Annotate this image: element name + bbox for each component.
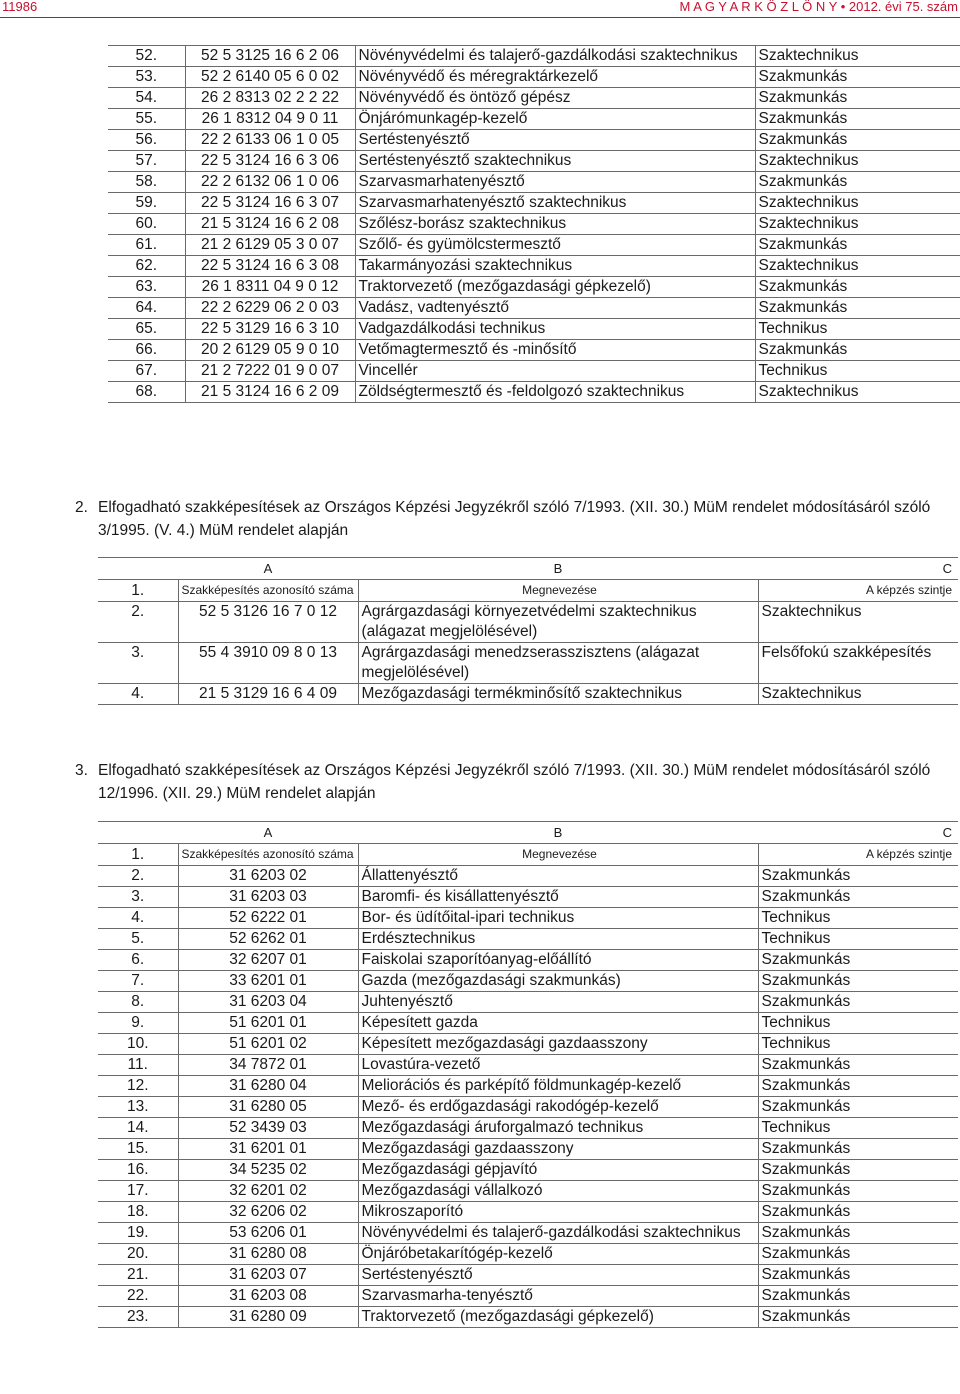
qualification-name: Szarvasmarha-tenyésztő: [358, 1286, 758, 1307]
training-level: Szakmunkás: [758, 1055, 958, 1076]
qualification-code: 52 2 6140 05 6 0 02: [185, 67, 355, 88]
qualification-name: Mező- és erdőgazdasági rakodógép-kezelő: [358, 1097, 758, 1118]
qualification-code: 52 5 3125 16 6 2 06: [185, 46, 355, 67]
column-letter-row: [98, 558, 958, 580]
training-level: Szakmunkás: [758, 1286, 958, 1307]
qualification-name: Faiskolai szaporítóanyag-előállító: [358, 950, 758, 971]
corner-cell: [98, 822, 178, 844]
table-row: [108, 361, 960, 382]
training-level: Technikus: [758, 1034, 958, 1055]
training-level: Szakmunkás: [758, 992, 958, 1013]
qualification-code: 32 6206 02: [178, 1202, 358, 1223]
training-level: Szaktechnikus: [755, 256, 960, 277]
qualification-name: Növényvédő és méregraktárkezelő: [355, 67, 755, 88]
qualification-name: Mezőgazdasági gépjavító: [358, 1160, 758, 1181]
table-row: [98, 971, 958, 992]
table-row: [108, 298, 960, 319]
table-row: [108, 193, 960, 214]
column-letter-c: C: [758, 822, 958, 844]
training-level: Szakmunkás: [758, 1223, 958, 1244]
qualification-code: 32 6207 01: [178, 950, 358, 971]
table-row: [98, 908, 958, 929]
table-row: [98, 1286, 958, 1307]
qualification-code: 31 6203 03: [178, 887, 358, 908]
training-level: Szakmunkás: [758, 1202, 958, 1223]
header-row: [98, 580, 958, 602]
qualification-code: 51 6201 01: [178, 1013, 358, 1034]
qualification-name: Erdésztechnikus: [358, 929, 758, 950]
column-letter-row: [98, 822, 958, 844]
qualification-code: 33 6201 01: [178, 971, 358, 992]
training-level: Szakmunkás: [755, 298, 960, 319]
section-text: Elfogadható szakképesítések az Országos Képzési Jegyzékről szóló 7/1993. (XII. 30.) MüM rendelet módosításáról szóló: [98, 762, 931, 779]
qualification-name: Vadász, vadtenyésztő: [355, 298, 755, 319]
training-level: Szakmunkás: [758, 950, 958, 971]
qualification-name: Baromfi- és kisállattenyésztő: [358, 887, 758, 908]
table-row: [98, 1244, 958, 1265]
qualification-name: Juhtenyésztő: [358, 992, 758, 1013]
row-number: 53.: [108, 67, 185, 88]
training-level: Technikus: [758, 908, 958, 929]
qualification-code: 21 5 3129 16 6 4 09: [178, 684, 358, 705]
qualification-code: 22 5 3124 16 6 3 06: [185, 151, 355, 172]
qualification-name: Vincellér: [355, 361, 755, 382]
row-number: 18.: [98, 1202, 178, 1223]
training-level: Technikus: [755, 361, 960, 382]
header-number: 1.: [98, 580, 178, 602]
qualification-code: 31 6280 08: [178, 1244, 358, 1265]
qualification-name: Mezőgazdasági vállalkozó: [358, 1181, 758, 1202]
section-text: Elfogadható szakképesítések az Országos Képzési Jegyzékről szóló 7/1993. (XII. 30.) MüM rendelet módosításáról szóló: [98, 499, 931, 516]
row-number: 13.: [98, 1097, 178, 1118]
row-number: 63.: [108, 277, 185, 298]
row-number: 8.: [98, 992, 178, 1013]
row-number: 3.: [98, 887, 178, 908]
row-number: 55.: [108, 109, 185, 130]
table-row: [108, 151, 960, 172]
qualification-code: 52 6262 01: [178, 929, 358, 950]
row-number: 2.: [98, 866, 178, 887]
column-letter-c: C: [758, 558, 958, 580]
row-number: 59.: [108, 193, 185, 214]
row-number: 17.: [98, 1181, 178, 1202]
row-number: 23.: [98, 1307, 178, 1328]
table-row: [98, 1076, 958, 1097]
qualification-code: 20 2 6129 05 9 0 10: [185, 340, 355, 361]
qualification-name: Vetőmagtermesztő és -minősítő: [355, 340, 755, 361]
qualifications-table-3: [98, 821, 958, 1328]
training-level: Szakmunkás: [758, 1160, 958, 1181]
qualification-code: 26 2 8313 02 2 2 22: [185, 88, 355, 109]
table-row: [108, 214, 960, 235]
training-level: Szakmunkás: [758, 1181, 958, 1202]
table-row: [98, 929, 958, 950]
qualification-code: 34 5235 02: [178, 1160, 358, 1181]
header-name: Megnevezése: [358, 580, 758, 602]
training-level: Szaktechnikus: [755, 193, 960, 214]
qualification-name: Képesített mezőgazdasági gazdaasszony: [358, 1034, 758, 1055]
qualification-name: Mezőgazdasági áruforgalmazó technikus: [358, 1118, 758, 1139]
qualification-code: 22 2 6133 06 1 0 05: [185, 130, 355, 151]
qualification-code: 22 5 3124 16 6 3 07: [185, 193, 355, 214]
qualification-name: Sertéstenyésztő: [355, 130, 755, 151]
row-number: 66.: [108, 340, 185, 361]
header-rule: [0, 17, 960, 18]
qualification-code: 31 6203 08: [178, 1286, 358, 1307]
header-code: Szakképesítés azonosító száma: [178, 580, 358, 602]
row-number: 21.: [98, 1265, 178, 1286]
qualification-code: 21 5 3124 16 6 2 08: [185, 214, 355, 235]
training-level: Szakmunkás: [758, 1244, 958, 1265]
row-number: 62.: [108, 256, 185, 277]
qualification-code: 52 6222 01: [178, 908, 358, 929]
section-number: 3.: [75, 762, 88, 779]
qualification-code: 22 2 6132 06 1 0 06: [185, 172, 355, 193]
header-name: Megnevezése: [358, 844, 758, 866]
qualification-name: Növényvédő és öntöző gépész: [355, 88, 755, 109]
training-level: Szakmunkás: [755, 130, 960, 151]
row-number: 68.: [108, 382, 185, 403]
section-number: 2.: [75, 499, 88, 516]
row-number: 22.: [98, 1286, 178, 1307]
qualifications-table-1: [108, 45, 960, 403]
training-level: Szaktechnikus: [755, 46, 960, 67]
qualification-code: 22 5 3129 16 6 3 10: [185, 319, 355, 340]
qualification-code: 31 6201 01: [178, 1139, 358, 1160]
table-row: [108, 256, 960, 277]
qualification-name: Szőlész-borász szaktechnikus: [355, 214, 755, 235]
row-number: 65.: [108, 319, 185, 340]
training-level: Szakmunkás: [755, 109, 960, 130]
qualification-code: 21 5 3124 16 6 2 09: [185, 382, 355, 403]
row-number: 15.: [98, 1139, 178, 1160]
table-row: [98, 1160, 958, 1181]
table-row: [98, 866, 958, 887]
table-row: [98, 1139, 958, 1160]
qualification-code: 22 5 3124 16 6 3 08: [185, 256, 355, 277]
qualification-name: Agrárgazdasági környezetvédelmi szaktechnikus (alágazat megjelölésével): [358, 602, 758, 643]
section-3-heading: [75, 759, 960, 805]
table-row: [108, 319, 960, 340]
table-row: [98, 1307, 958, 1328]
qualification-code: 22 2 6229 06 2 0 03: [185, 298, 355, 319]
training-level: Szakmunkás: [755, 172, 960, 193]
header-number: 1.: [98, 844, 178, 866]
qualification-code: 26 1 8312 04 9 0 11: [185, 109, 355, 130]
table-row: [98, 1013, 958, 1034]
bullet: •: [840, 0, 846, 14]
column-letter-a: A: [178, 558, 358, 580]
table-row: [98, 602, 958, 643]
qualification-name: Önjáróbetakarítógép-kezelő: [358, 1244, 758, 1265]
row-number: 7.: [98, 971, 178, 992]
header-level: A képzés szintje: [758, 580, 958, 602]
table-row: [98, 1265, 958, 1286]
qualification-code: 26 1 8311 04 9 0 12: [185, 277, 355, 298]
qualification-code: 31 6280 04: [178, 1076, 358, 1097]
training-level: Szakmunkás: [758, 1139, 958, 1160]
row-number: 20.: [98, 1244, 178, 1265]
qualification-name: Szarvasmarhatenyésztő szaktechnikus: [355, 193, 755, 214]
corner-cell: [98, 558, 178, 580]
qualification-code: 21 2 7222 01 9 0 07: [185, 361, 355, 382]
table-row: [98, 1202, 958, 1223]
page-number: 11986: [2, 0, 38, 14]
qualification-name: Mezőgazdasági termékminősítő szaktechnikus: [358, 684, 758, 705]
table-row: [108, 88, 960, 109]
training-level: Szaktechnikus: [755, 214, 960, 235]
qualification-name: Lovastúra-vezető: [358, 1055, 758, 1076]
issue-label: 2012. évi 75. szám: [848, 0, 958, 14]
row-number: 2.: [98, 602, 178, 643]
table-row: [108, 130, 960, 151]
table-row: [98, 1118, 958, 1139]
training-level: Szaktechnikus: [758, 684, 958, 705]
training-level: Technikus: [758, 929, 958, 950]
table-row: [98, 684, 958, 705]
qualification-code: 21 2 6129 05 3 0 07: [185, 235, 355, 256]
qualification-name: Agrárgazdasági menedzserasszisztens (alágazat megjelölésével): [358, 643, 758, 684]
row-number: 11.: [98, 1055, 178, 1076]
row-number: 61.: [108, 235, 185, 256]
qualification-code: 53 6206 01: [178, 1223, 358, 1244]
qualification-name: Képesített gazda: [358, 1013, 758, 1034]
training-level: Szakmunkás: [755, 67, 960, 88]
qualification-name: Szarvasmarhatenyésztő: [355, 172, 755, 193]
header-row: [98, 844, 958, 866]
training-level: Szakmunkás: [758, 1265, 958, 1286]
qualification-name: Növényvédelmi és talajerő-gazdálkodási szaktechnikus: [355, 46, 755, 67]
qualification-code: 55 4 3910 09 8 0 13: [178, 643, 358, 684]
qualification-name: Bor- és üdítőital-ipari technikus: [358, 908, 758, 929]
training-level: Szakmunkás: [758, 1097, 958, 1118]
qualification-code: 31 6280 09: [178, 1307, 358, 1328]
row-number: 4.: [98, 908, 178, 929]
qualification-code: 31 6203 07: [178, 1265, 358, 1286]
table-row: [108, 382, 960, 403]
training-level: Szakmunkás: [755, 235, 960, 256]
qualification-code: 34 7872 01: [178, 1055, 358, 1076]
training-level: Szakmunkás: [758, 971, 958, 992]
row-number: 54.: [108, 88, 185, 109]
table-row: [98, 887, 958, 908]
qualification-name: Traktorvezető (mezőgazdasági gépkezelő): [355, 277, 755, 298]
row-number: 9.: [98, 1013, 178, 1034]
training-level: Szaktechnikus: [755, 382, 960, 403]
qualification-name: Sertéstenyésztő: [358, 1265, 758, 1286]
qualification-name: Traktorvezető (mezőgazdasági gépkezelő): [358, 1307, 758, 1328]
row-number: 3.: [98, 643, 178, 684]
row-number: 12.: [98, 1076, 178, 1097]
qualification-name: Gazda (mezőgazdasági szakmunkás): [358, 971, 758, 992]
training-level: Szakmunkás: [758, 1307, 958, 1328]
row-number: 16.: [98, 1160, 178, 1181]
qualification-code: 52 5 3126 16 7 0 12: [178, 602, 358, 643]
qualification-name: Mezőgazdasági gazdaasszony: [358, 1139, 758, 1160]
row-number: 4.: [98, 684, 178, 705]
row-number: 58.: [108, 172, 185, 193]
journal-name: M A G Y A R K Ö Z L Ö N Y: [679, 0, 838, 14]
row-number: 19.: [98, 1223, 178, 1244]
table-row: [108, 172, 960, 193]
table-row: [98, 1034, 958, 1055]
training-level: Szakmunkás: [758, 1076, 958, 1097]
row-number: 60.: [108, 214, 185, 235]
training-level: Szakmunkás: [758, 887, 958, 908]
qualification-name: Önjárómunkagép-kezelő: [355, 109, 755, 130]
qualifications-table-2: [98, 557, 958, 705]
row-number: 6.: [98, 950, 178, 971]
journal-title: [680, 0, 958, 14]
column-letter-b: B: [358, 558, 758, 580]
qualification-code: 52 3439 03: [178, 1118, 358, 1139]
table-row: [108, 109, 960, 130]
row-number: 5.: [98, 929, 178, 950]
qualification-name: Vadgazdálkodási technikus: [355, 319, 755, 340]
training-level: Technikus: [758, 1118, 958, 1139]
row-number: 14.: [98, 1118, 178, 1139]
column-letter-b: B: [358, 822, 758, 844]
table-row: [98, 643, 958, 684]
qualification-code: 31 6203 02: [178, 866, 358, 887]
training-level: Szaktechnikus: [755, 151, 960, 172]
qualification-name: Meliorációs és parképítő földmunkagép-kezelő: [358, 1076, 758, 1097]
qualification-code: 31 6203 04: [178, 992, 358, 1013]
section-text-cont: 3/1995. (V. 4.) MüM rendelet alapján: [98, 522, 349, 539]
qualification-name: Sertéstenyésztő szaktechnikus: [355, 151, 755, 172]
row-number: 56.: [108, 130, 185, 151]
header-code: Szakképesítés azonosító száma: [178, 844, 358, 866]
training-level: Szakmunkás: [755, 277, 960, 298]
table-row: [98, 1181, 958, 1202]
table-row: [108, 277, 960, 298]
row-number: 57.: [108, 151, 185, 172]
page-header: [0, 0, 960, 15]
table-row: [108, 46, 960, 67]
qualification-name: Takarmányozási szaktechnikus: [355, 256, 755, 277]
table-row: [98, 1097, 958, 1118]
table-row: [108, 340, 960, 361]
section-text-cont: 12/1996. (XII. 29.) MüM rendelet alapján: [98, 785, 376, 802]
row-number: 52.: [108, 46, 185, 67]
row-number: 67.: [108, 361, 185, 382]
training-level: Szaktechnikus: [758, 602, 958, 643]
table-row: [108, 235, 960, 256]
training-level: Szakmunkás: [755, 340, 960, 361]
table-row: [108, 67, 960, 88]
training-level: Szakmunkás: [755, 88, 960, 109]
training-level: Szakmunkás: [758, 866, 958, 887]
qualification-name: Mikroszaporító: [358, 1202, 758, 1223]
qualification-name: Zöldségtermesztő és -feldolgozó szaktechnikus: [355, 382, 755, 403]
qualification-name: Növényvédelmi és talajerő-gazdálkodási szaktechnikus: [358, 1223, 758, 1244]
table-row: [98, 1223, 958, 1244]
qualification-name: Szőlő- és gyümölcstermesztő: [355, 235, 755, 256]
training-level: Technikus: [758, 1013, 958, 1034]
qualification-name: Állattenyésztő: [358, 866, 758, 887]
table-row: [98, 1055, 958, 1076]
section-2-heading: [75, 496, 960, 542]
qualification-code: 31 6280 05: [178, 1097, 358, 1118]
table-row: [98, 950, 958, 971]
row-number: 10.: [98, 1034, 178, 1055]
table-row: [98, 992, 958, 1013]
training-level: Technikus: [755, 319, 960, 340]
qualification-code: 51 6201 02: [178, 1034, 358, 1055]
column-letter-a: A: [178, 822, 358, 844]
training-level: Felsőfokú szakképesítés: [758, 643, 958, 684]
header-level: A képzés szintje: [758, 844, 958, 866]
qualification-code: 32 6201 02: [178, 1181, 358, 1202]
row-number: 64.: [108, 298, 185, 319]
